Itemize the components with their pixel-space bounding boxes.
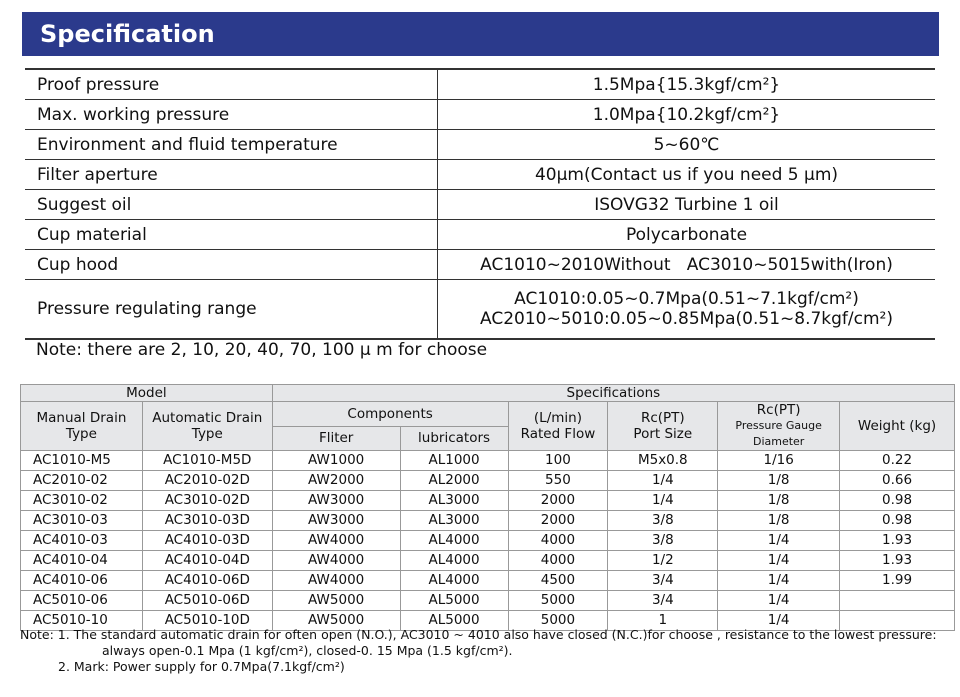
gauge-diameter-cell: 1/8: [718, 511, 840, 531]
manual-drain-cell: AC2010-02: [21, 471, 143, 491]
rated-flow-cell: 2000: [508, 511, 608, 531]
rated-flow-unit: (L/min): [533, 410, 582, 426]
rated-flow-label: Rated Flow: [520, 426, 596, 442]
manual-drain-cell: AC4010-06: [21, 571, 143, 591]
spec-row: [25, 100, 935, 130]
port-size-unit: Rc(PT): [640, 410, 685, 426]
port-size-cell: 3/8: [608, 531, 718, 551]
gauge-diameter-cell: 1/4: [718, 551, 840, 571]
manual-drain-cell: AC1010-M5: [21, 451, 143, 471]
lubricator-cell: AL4000: [400, 571, 508, 591]
weight-header: Weight (kg): [840, 402, 955, 451]
automatic-drain-cell: AC3010-02D: [142, 491, 272, 511]
rated-flow-cell: 4500: [508, 571, 608, 591]
spec-label: Proof pressure: [25, 69, 438, 100]
lubricator-cell: AL4000: [400, 551, 508, 571]
rated-flow-cell: 4000: [508, 551, 608, 571]
model-table-body: [21, 451, 955, 631]
specification-table: [25, 68, 935, 340]
port-size-cell: 1/2: [608, 551, 718, 571]
manual-drain-cell: AC3010-03: [21, 511, 143, 531]
spec-value-line: AC2010~5010:0.05~0.85Mpa(0.51~8.7kgf/cm²): [480, 309, 893, 329]
gauge-diameter-cell: 1/8: [718, 491, 840, 511]
gauge-diameter-cell: 1/4: [718, 611, 840, 631]
port-size-cell: 3/4: [608, 571, 718, 591]
spec-value: Polycarbonate: [438, 220, 936, 250]
filter-header: Fliter: [272, 426, 400, 451]
gauge-diameter-cell: 1/4: [718, 591, 840, 611]
spec-row: [25, 130, 935, 160]
gauge-diameter-header: [718, 402, 840, 451]
rated-flow-cell: 2000: [508, 491, 608, 511]
gauge-diameter-cell: 1/4: [718, 531, 840, 551]
weight-cell: 1.99: [840, 571, 955, 591]
lubricator-cell: AL5000: [400, 591, 508, 611]
section-title: Specification: [40, 20, 215, 48]
spec-row: [25, 160, 935, 190]
port-size-cell: M5x0.8: [608, 451, 718, 471]
manual-drain-cell: AC3010-02: [21, 491, 143, 511]
port-size-header: [608, 402, 718, 451]
spec-value: ISOVG32 Turbine 1 oil: [438, 190, 936, 220]
spec-label: Filter aperture: [25, 160, 438, 190]
automatic-drain-cell: AC1010-M5D: [142, 451, 272, 471]
note-line: always open-0.1 Mpa (1 kgf/cm²), closed-0. 15 Mpa (1.5 kgf/cm²).: [102, 643, 513, 658]
table-row: [21, 511, 955, 531]
filter-cell: AW1000: [272, 451, 400, 471]
port-size-cell: 3/4: [608, 591, 718, 611]
filter-cell: AW3000: [272, 511, 400, 531]
specifications-header: Specifications: [272, 385, 954, 402]
filter-cell: AW4000: [272, 571, 400, 591]
lubricators-header: lubricators: [400, 426, 508, 451]
note-line: 2. Mark: Power supply for 0.7Mpa(7.1kgf/cm²): [58, 659, 345, 674]
manual-drain-cell: AC5010-06: [21, 591, 143, 611]
note-line: Note: 1. The standard automatic drain for often open (N.O.), AC3010 ~ 4010 also have closed (N.C.)for choose , resistance to the lowest pressure:: [20, 627, 937, 642]
lubricator-cell: AL4000: [400, 531, 508, 551]
automatic-drain-cell: AC4010-04D: [142, 551, 272, 571]
weight-cell: 0.98: [840, 511, 955, 531]
model-table: [20, 384, 955, 631]
gauge-diameter-cell: 1/16: [718, 451, 840, 471]
filter-cell: AW4000: [272, 531, 400, 551]
manual-drain-cell: AC5010-10: [21, 611, 143, 631]
automatic-drain-cell: AC3010-03D: [142, 511, 272, 531]
rated-flow-cell: 100: [508, 451, 608, 471]
spec-value: 40μm(Contact us if you need 5 μm): [438, 160, 936, 190]
weight-cell: 0.22: [840, 451, 955, 471]
spec-label: Cup material: [25, 220, 438, 250]
spec-label: Environment and fluid temperature: [25, 130, 438, 160]
filter-cell: AW3000: [272, 491, 400, 511]
gauge-diameter-cell: 1/4: [718, 571, 840, 591]
automatic-drain-header: Automatic Drain Type: [142, 402, 272, 451]
spec-row: [25, 69, 935, 100]
gauge-diameter-unit: Rc(PT): [756, 402, 801, 418]
automatic-drain-cell: AC5010-10D: [142, 611, 272, 631]
header-row: [21, 385, 955, 402]
weight-cell: 0.98: [840, 491, 955, 511]
port-size-cell: 3/8: [608, 511, 718, 531]
gauge-diameter-cell: 1/8: [718, 471, 840, 491]
spec-value: 1.0Mpa{10.2kgf/cm²}: [438, 100, 936, 130]
port-size-cell: 1/4: [608, 471, 718, 491]
port-size-label: Port Size: [633, 426, 693, 442]
spec-label: Pressure regulating range: [25, 280, 438, 340]
spec-value: [438, 280, 936, 340]
table-row: [21, 531, 955, 551]
filter-note: Note: there are 2, 10, 20, 40, 70, 100 μ m for choose: [36, 340, 488, 360]
table-row: [21, 551, 955, 571]
components-header: Components: [272, 402, 508, 427]
lubricator-cell: AL1000: [400, 451, 508, 471]
rated-flow-cell: 5000: [508, 611, 608, 631]
spec-value: 5~60℃: [438, 130, 936, 160]
gauge-diameter-label: Pressure Gauge Diameter: [735, 419, 822, 448]
automatic-drain-cell: AC2010-02D: [142, 471, 272, 491]
spec-label: Cup hood: [25, 250, 438, 280]
model-header: Model: [21, 385, 273, 402]
lubricator-cell: AL2000: [400, 471, 508, 491]
table-row: [21, 571, 955, 591]
filter-cell: AW5000: [272, 611, 400, 631]
rated-flow-cell: 550: [508, 471, 608, 491]
spec-row: [25, 220, 935, 250]
spec-label: Suggest oil: [25, 190, 438, 220]
spec-row: [25, 280, 935, 340]
automatic-drain-cell: AC4010-06D: [142, 571, 272, 591]
manual-drain-header: Manual Drain Type: [21, 402, 143, 451]
port-size-cell: 1: [608, 611, 718, 631]
filter-cell: AW4000: [272, 551, 400, 571]
table-row: [21, 471, 955, 491]
section-title-banner: [22, 12, 939, 56]
spec-value: 1.5Mpa{15.3kgf/cm²}: [438, 69, 936, 100]
bottom-notes: [20, 627, 958, 675]
table-row: [21, 591, 955, 611]
spec-row: [25, 190, 935, 220]
port-size-cell: 1/4: [608, 491, 718, 511]
weight-cell: [840, 591, 955, 611]
rated-flow-cell: 4000: [508, 531, 608, 551]
spec-value-line: AC1010:0.05~0.7Mpa(0.51~7.1kgf/cm²): [514, 289, 859, 309]
lubricator-cell: AL3000: [400, 491, 508, 511]
weight-cell: 1.93: [840, 531, 955, 551]
lubricator-cell: AL5000: [400, 611, 508, 631]
filter-cell: AW5000: [272, 591, 400, 611]
rated-flow-header: [508, 402, 608, 451]
spec-row: [25, 250, 935, 280]
table-row: [21, 491, 955, 511]
automatic-drain-cell: AC4010-03D: [142, 531, 272, 551]
rated-flow-cell: 5000: [508, 591, 608, 611]
spec-value: AC1010~2010Without AC3010~5015with(Iron): [438, 250, 936, 280]
header-row: [21, 402, 955, 427]
lubricator-cell: AL3000: [400, 511, 508, 531]
manual-drain-cell: AC4010-04: [21, 551, 143, 571]
weight-cell: 1.93: [840, 551, 955, 571]
table-row: [21, 451, 955, 471]
manual-drain-cell: AC4010-03: [21, 531, 143, 551]
automatic-drain-cell: AC5010-06D: [142, 591, 272, 611]
weight-cell: 0.66: [840, 471, 955, 491]
spec-label: Max. working pressure: [25, 100, 438, 130]
filter-cell: AW2000: [272, 471, 400, 491]
